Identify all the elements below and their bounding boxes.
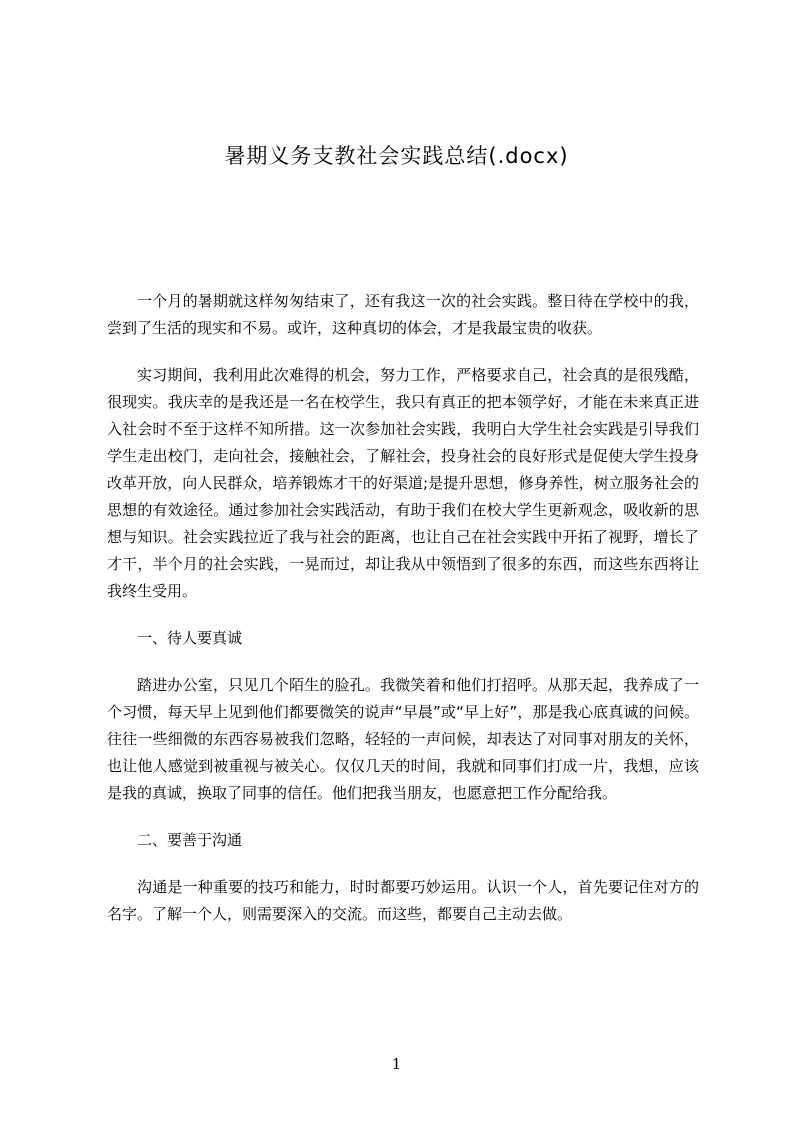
page-number: 1	[391, 1055, 402, 1073]
sincerity-paragraph: 踏进办公室，只见几个陌生的脸孔。我微笑着和他们打招呼。从那天起，我养成了一个习惯，每天早上见到他们都要微笑的说声“早晨”或“早上好”，那是我心底真诚的问候。往往一些细微的东西容易被我们忽略，轻轻的一声问候，却表达了对同事对朋友的关怀，也让他人感觉到被重视与被关心。仅仅几天的时间，我就和同事们打成一片，我想，应该是我的真诚，换取了同事的信任。他们把我当朋友，也愿意把工作分配给我。	[107, 676, 699, 802]
paragraph-spacer	[107, 605, 699, 625]
internship-paragraph: 实习期间，我利用此次难得的机会，努力工作，严格要求自己，社会真的是很残酷，很现实。我庆幸的是我还是一名在校学生，我只有真正的把本领学好，才能在未来真正进入社会时不至于这样不知所措。这一次参加社会实践，我明白大学生社会实践是引导我们学生走出校门，走向社会，接触社会，了解社会，投身社会的良好形式是促使大学生投身改革开放，向人民群众，培养锻炼才干的好渠道;是提升思想，修身养性，树立服务社会的思想的有效途径。通过参加社会实践活动，有助于我们在校大学生更新观念，吸收新的思想与知识。社会实践拉近了我与社会的距离，也让自己在社会实践中开拓了视野，增长了才干，半个月的社会实践，一晃而过，却让我从中领悟到了很多的东西，而这些东西将让我终生受用。	[107, 366, 699, 600]
communication-paragraph: 沟通是一种重要的技巧和能力，时时都要巧妙运用。认识一个人，首先要记住对方的名字。了解一个人，则需要深入的交流。而这些，都要自己主动去做。	[107, 878, 699, 923]
paragraph-spacer	[107, 854, 699, 874]
section-heading-communication: 二、要善于沟通	[137, 831, 243, 849]
paragraph-spacer	[107, 342, 699, 362]
document-body	[107, 288, 699, 928]
intro-paragraph: 一个月的暑期就这样匆匆结束了，还有我这一次的社会实践。整日待在学校中的我，尝到了生活的现实和不易。或许，这种真切的体会，才是我最宝贵的收获。	[107, 292, 699, 337]
section-heading-sincerity: 一、待人要真诚	[137, 629, 243, 647]
paragraph-spacer	[107, 652, 699, 672]
document-title: 暑期义务支教社会实践总结(.docx)	[224, 144, 569, 168]
paragraph-spacer	[107, 807, 699, 827]
